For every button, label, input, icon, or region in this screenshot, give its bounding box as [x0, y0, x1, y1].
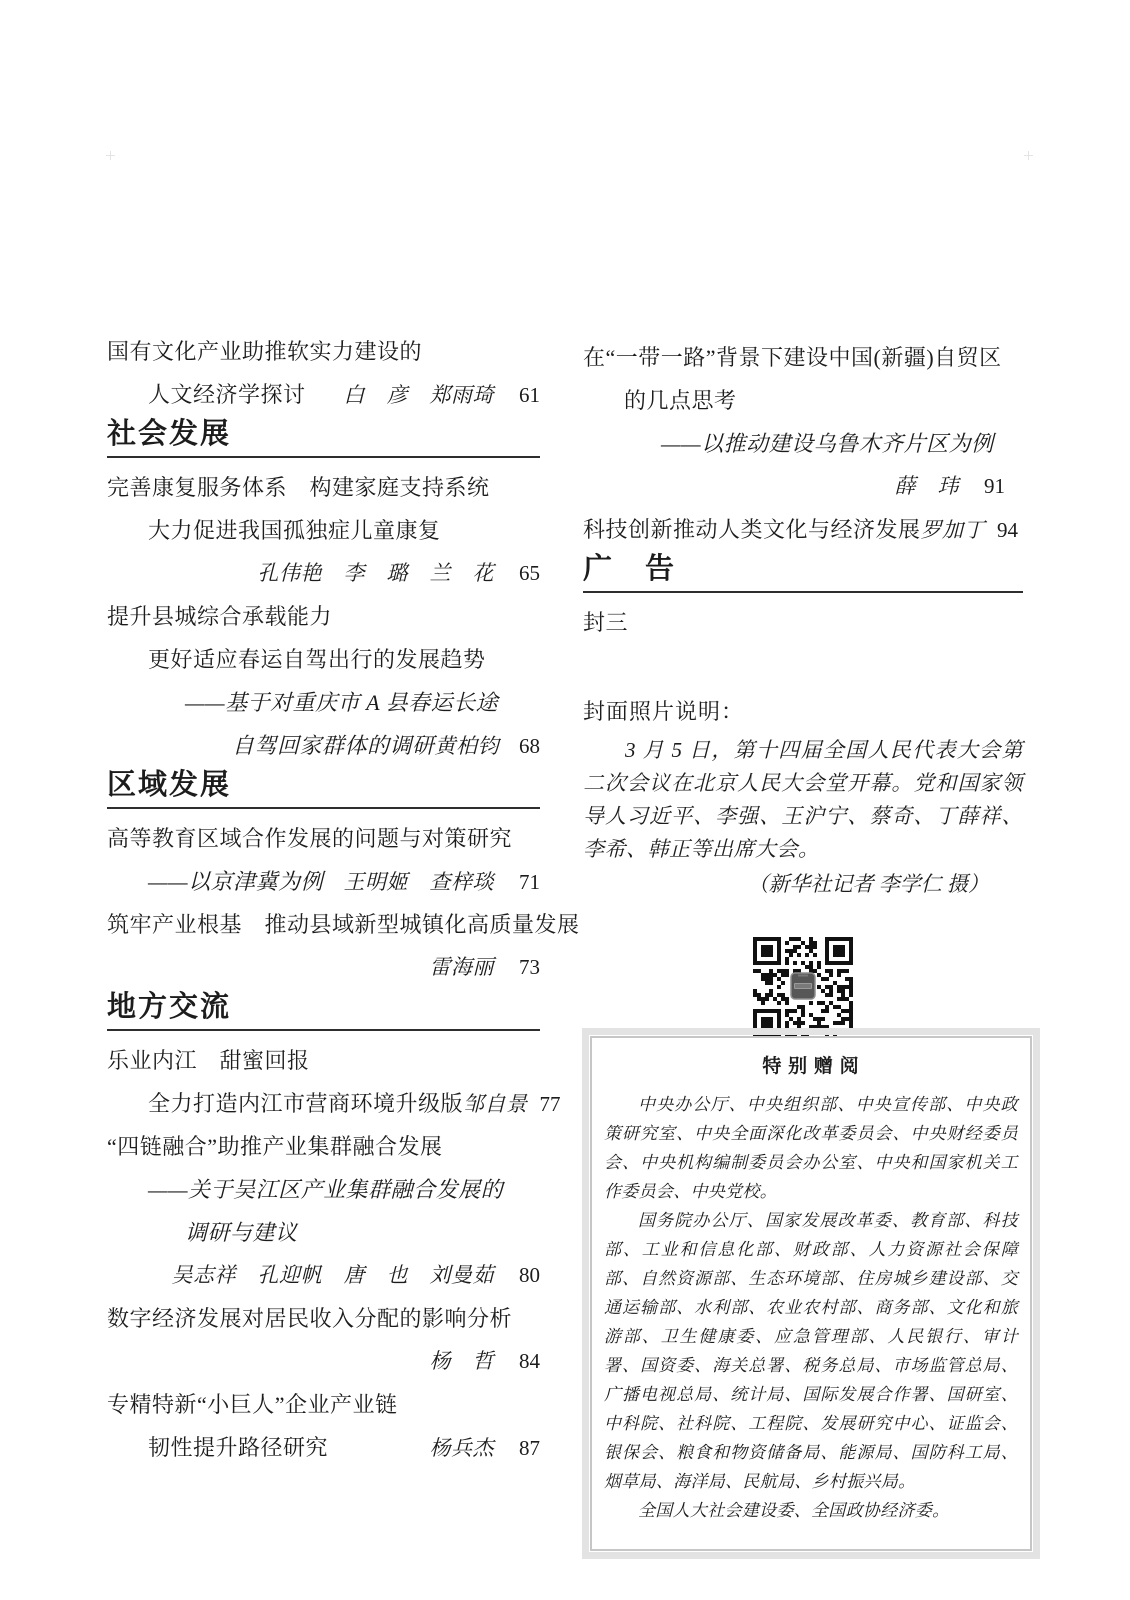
article-authors: 雷海丽	[429, 955, 494, 979]
toc-entry	[107, 903, 580, 946]
article-title: 科技创新推动人类文化与经济发展	[583, 517, 921, 542]
article-authors: 白 彦 郑雨琦	[343, 383, 494, 407]
section-rule	[107, 1029, 540, 1031]
cover-photo-note	[583, 694, 1023, 901]
toc-column-left	[107, 330, 580, 1469]
article-title: 数字经济发展对居民收入分配的影响分析	[107, 1306, 513, 1331]
article-page-number: 91	[984, 474, 1005, 498]
toc-entry	[107, 817, 540, 860]
toc-entry	[107, 681, 540, 724]
article-page-number: 68	[519, 734, 540, 758]
article-page-number: 71	[519, 870, 540, 894]
gift-box-title: 特 别 赠 阅	[762, 1056, 860, 1077]
article-title: ——关于吴江区产业集群融合发展的	[148, 1177, 504, 1202]
toc-authors-row	[107, 552, 540, 595]
toc-entry	[583, 379, 1023, 422]
registration-mark-icon	[1024, 151, 1033, 160]
toc-entry	[107, 1082, 561, 1125]
gift-box-paragraph: 中央办公厅、中央组织部、中央宣传部、中央政策研究室、中央全面深化改革委员会、中央财经委员会、中央机构编制委员会办公室、中央和国家机关工作委员会、中央党校。	[604, 1095, 1018, 1201]
toc-authors-row	[107, 1254, 540, 1297]
toc-column-right	[583, 336, 1023, 1037]
article-title: 人文经济学探讨	[148, 382, 306, 407]
gift-box	[590, 1036, 1032, 1551]
article-page-number: 87	[519, 1436, 540, 1460]
article-page-number: 80	[519, 1263, 540, 1287]
article-page-number: 94	[997, 518, 1019, 542]
article-authors: 王明姬 查梓琰	[343, 870, 494, 894]
toc-entry	[107, 595, 540, 638]
article-title: ——以推动建设乌鲁木齐片区为例	[661, 431, 994, 456]
photo-note-credit: （新华社记者 李学仁 摄）	[747, 872, 989, 896]
toc-entry	[107, 860, 540, 903]
photo-note-body: 3 月 5 日，第十四届全国人民代表大会第二次会议在北京人民大会堂开幕。党和国家领导人习近平、李强、王沪宁、蔡奇、丁薛祥、李希、韩正等出席大会。	[583, 738, 1023, 861]
article-authors: 杨兵杰	[429, 1436, 494, 1460]
toc-section-header	[107, 418, 540, 458]
article-page-number: 65	[519, 561, 540, 585]
article-authors: 罗加丁	[920, 518, 986, 542]
article-title: 乐业内江 甜蜜回报	[107, 1048, 310, 1073]
toc-entry	[583, 508, 1023, 551]
article-page-number: 73	[519, 955, 540, 979]
article-authors: 薛 玮	[894, 474, 959, 498]
toc-entry	[107, 1168, 540, 1211]
toc-entry	[107, 509, 540, 552]
toc-entry	[583, 601, 1023, 644]
toc-entry	[583, 336, 1023, 379]
article-title: 调研与建议	[185, 1220, 298, 1245]
article-title: 自驾回家群体的调研	[232, 733, 435, 758]
article-title: 完善康复服务体系 构建家庭支持系统	[107, 475, 490, 500]
toc-entry	[107, 1383, 540, 1426]
article-title: 提升县城综合承载能力	[107, 604, 333, 629]
toc-entry	[107, 1125, 540, 1168]
article-title: 韧性提升路径研究	[148, 1435, 329, 1460]
section-title: 地方交流	[107, 991, 232, 1023]
toc-section-header	[583, 553, 1023, 593]
toc-entry	[107, 1211, 540, 1254]
article-title: ——以京津冀为例	[148, 869, 324, 894]
toc-entry	[107, 724, 540, 767]
toc-entry	[107, 1297, 540, 1340]
gift-box-paragraph: 全国人大社会建设委、全国政协经济委。	[638, 1501, 950, 1520]
toc-authors-row	[583, 465, 1023, 508]
section-rule	[583, 591, 1023, 593]
toc-entry	[107, 373, 540, 416]
toc-entry	[107, 330, 540, 373]
toc-section-header	[107, 991, 540, 1031]
article-title: 大力促进我国孤独症儿童康复	[148, 518, 441, 543]
article-title: 全力打造内江市营商环境升级版	[148, 1091, 464, 1116]
section-title: 社会发展	[107, 418, 232, 450]
article-title: 专精特新“小巨人”企业产业链	[107, 1392, 398, 1417]
gift-box-paragraphs	[604, 1090, 1018, 1525]
article-authors: 孔伟艳 李 璐 兰 花	[257, 561, 494, 585]
toc-entry	[107, 1426, 540, 1469]
toc-authors-row	[107, 1340, 540, 1383]
section-rule	[107, 456, 540, 458]
toc-right-items	[583, 336, 1023, 644]
toc-authors-row	[107, 946, 540, 989]
article-title: 在“一带一路”背景下建设中国(新疆)自贸区	[583, 345, 1002, 370]
toc-section-header	[107, 769, 540, 809]
article-page-number: 61	[519, 383, 540, 407]
article-title: 的几点思考	[624, 388, 737, 413]
article-authors: 黄柏钧	[434, 734, 500, 758]
article-authors: 邹自景	[463, 1092, 528, 1116]
article-title: 筑牢产业根基 推动县域新型城镇化高质量发展	[107, 912, 580, 937]
registration-mark-icon	[106, 151, 115, 160]
toc-entry	[107, 1039, 540, 1082]
article-title: 封三	[583, 610, 629, 635]
article-page-number: 84	[519, 1349, 540, 1373]
toc-entry	[583, 422, 1023, 465]
article-title: ——基于对重庆市 A 县春运长途	[185, 690, 499, 715]
article-title: 高等教育区域合作发展的问题与对策研究	[107, 826, 513, 851]
section-title: 区域发展	[107, 769, 232, 801]
article-title: “四链融合”助推产业集群融合发展	[107, 1134, 443, 1159]
section-rule	[107, 807, 540, 809]
toc-entry	[107, 466, 540, 509]
toc-entry	[107, 638, 540, 681]
article-page-number: 77	[539, 1092, 561, 1116]
article-title: 国有文化产业助推软实力建设的	[107, 339, 423, 364]
qr-code	[753, 937, 853, 1037]
gift-box-paragraph: 国务院办公厅、国家发展改革委、教育部、科技部、工业和信息化部、财政部、人力资源社会保障部、自然资源部、生态环境部、住房城乡建设部、交通运输部、水利部、农业农村部、商务部、文化和旅游部、卫生健康委、应急管理部、人民银行、审计署、国资委、海关总署、税务总局、市场监管总局、广播电视总局、统计局、国际发展合作署、国研室、中科院、社科院、工程院、发展研究中心、证监会、银保会、粮食和物资储备局、能源局、国防科工局、烟草局、海洋局、民航局、乡村振兴局。	[604, 1211, 1018, 1491]
photo-note-heading: 封面照片说明：	[583, 699, 745, 724]
section-title: 广 告	[583, 553, 677, 585]
article-authors: 杨 哲	[429, 1349, 494, 1373]
article-authors: 吴志祥 孔迎帆 唐 也 刘曼茹	[171, 1263, 494, 1287]
article-title: 更好适应春运自驾出行的发展趋势	[148, 647, 486, 672]
